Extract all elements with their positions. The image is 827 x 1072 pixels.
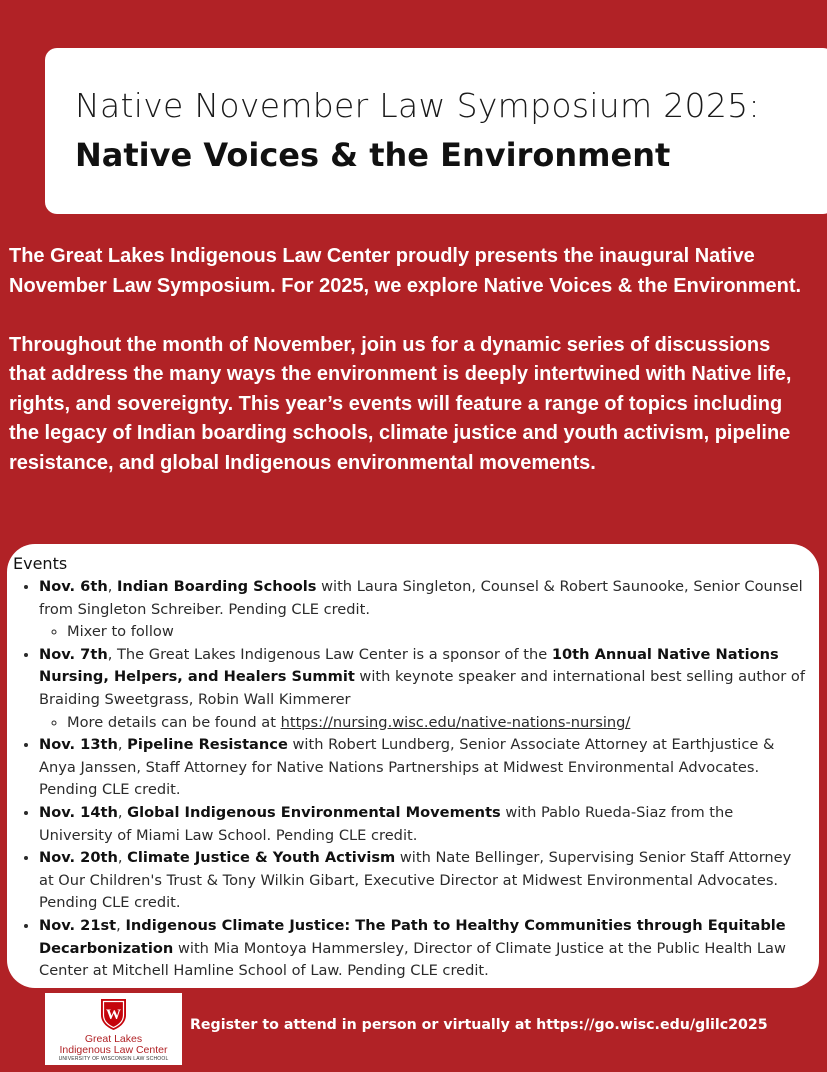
event-date: Nov. 7th — [39, 645, 108, 663]
nursing-summit-link[interactable]: https://nursing.wisc.edu/native-nations-nursing/ — [280, 713, 631, 731]
page-title: Native November Law Symposium 2025: — [75, 86, 760, 125]
event-date: Nov. 13th — [39, 736, 118, 754]
intro-paragraph-1: The Great Lakes Indigenous Law Center proudly presents the inaugural Native November Law Symposium. For 2025, we explore Native Voices & the Environment. — [9, 245, 802, 297]
register-text: Register to attend in person or virtually at https://go.wisc.edu/glilc2025 — [190, 1017, 768, 1033]
events-list — [11, 576, 809, 983]
event-title: 10th Annual Native Nations Nursing, Helpers, and Healers Summit — [39, 645, 779, 686]
event-title: Climate Justice & Youth Activism — [127, 849, 396, 867]
events-heading: Events — [13, 554, 68, 573]
event-sub-list — [39, 621, 809, 644]
event-title: Indigenous Climate Justice: The Path to Healthy Communities through Equitable Decarbonization — [39, 916, 786, 957]
logo-text-line3: UNIVERSITY OF WISCONSIN LAW SCHOOL — [58, 1056, 169, 1062]
event-item-nov-20 — [39, 847, 809, 915]
uw-crest-icon — [99, 997, 128, 1031]
event-description: with Mia Montoya Hammersley, Director of Climate Justice at the Public Health Law Center at Mitchell Hamline School of Law. Pending CLE credit. — [39, 939, 786, 980]
event-item-nov-21 — [39, 915, 809, 983]
event-separator: , — [116, 916, 126, 934]
logo-text-line2: Indigenous Law Center — [59, 1044, 168, 1056]
event-description: with keynote speaker and international best selling author of Braiding Sweetgrass, Robin Wall Kimmerer — [39, 668, 805, 708]
event-description: with Robert Lundberg, Senior Associate Attorney at Earthjustice & Anya Janssen, Staff Attorney for Native Nations Partnerships at Midwest Environmental Advocates. Pending CLE credit. — [39, 736, 775, 799]
event-item-nov-14 — [39, 802, 809, 847]
event-description: with Pablo Rueda-Siaz from the University of Miami Law School. Pending CLE credit. — [39, 803, 734, 844]
event-description: with Laura Singleton, Counsel & Robert Saunooke, Senior Counsel from Singleton Schreiber. Pending CLE credit. — [39, 578, 803, 618]
event-description-prefix: , The Great Lakes Indigenous Law Center is a sponsor of the — [107, 645, 552, 663]
event-date: Nov. 21st — [39, 916, 117, 934]
page-subtitle: Native Voices & the Environment — [75, 136, 671, 174]
event-date: Nov. 6th — [39, 578, 108, 595]
event-sub-list — [39, 712, 809, 735]
event-title: Indian Boarding Schools — [117, 578, 317, 595]
uw-crest-letter: W — [106, 1007, 121, 1023]
event-description: with Nate Bellinger, Supervising Senior Staff Attorney at Our Children's Trust & Tony Wilkin Gibart, Executive Director at Midwest Environmental Advocates. Pending CLE credit. — [39, 849, 792, 912]
glilc-logo — [45, 993, 182, 1065]
event-sub-item — [67, 712, 809, 735]
event-sub-prefix: More details can be found at — [67, 713, 281, 731]
title-banner — [45, 48, 827, 214]
event-sub-item: ◦ Mixer to follow — [67, 621, 809, 644]
event-item-nov-7 — [39, 644, 809, 734]
events-panel — [7, 544, 819, 988]
event-separator: , — [117, 736, 128, 754]
logo-text-line1: Great Lakes — [84, 1033, 143, 1045]
event-item-nov-6 — [39, 576, 809, 644]
event-separator: , — [117, 803, 128, 821]
event-title: Pipeline Resistance — [127, 736, 288, 754]
intro-paragraph-2: Throughout the month of November, join us for a dynamic series of discussions that address the many ways the environment is deeply intertwined with Native life, rights, and sovereignty. This year’s events will feature a range of topics including the legacy of Indian boarding schools, climate justice and youth activism, pipeline resistance, and global Indigenous environmental movements. — [9, 333, 792, 474]
event-separator: , — [107, 578, 117, 595]
intro-text — [9, 242, 809, 478]
event-date: Nov. 14th — [39, 803, 118, 821]
event-title: Global Indigenous Environmental Movements — [127, 803, 501, 821]
event-separator: , — [117, 849, 128, 867]
event-date: Nov. 20th — [39, 849, 118, 867]
event-item-nov-13 — [39, 734, 809, 802]
